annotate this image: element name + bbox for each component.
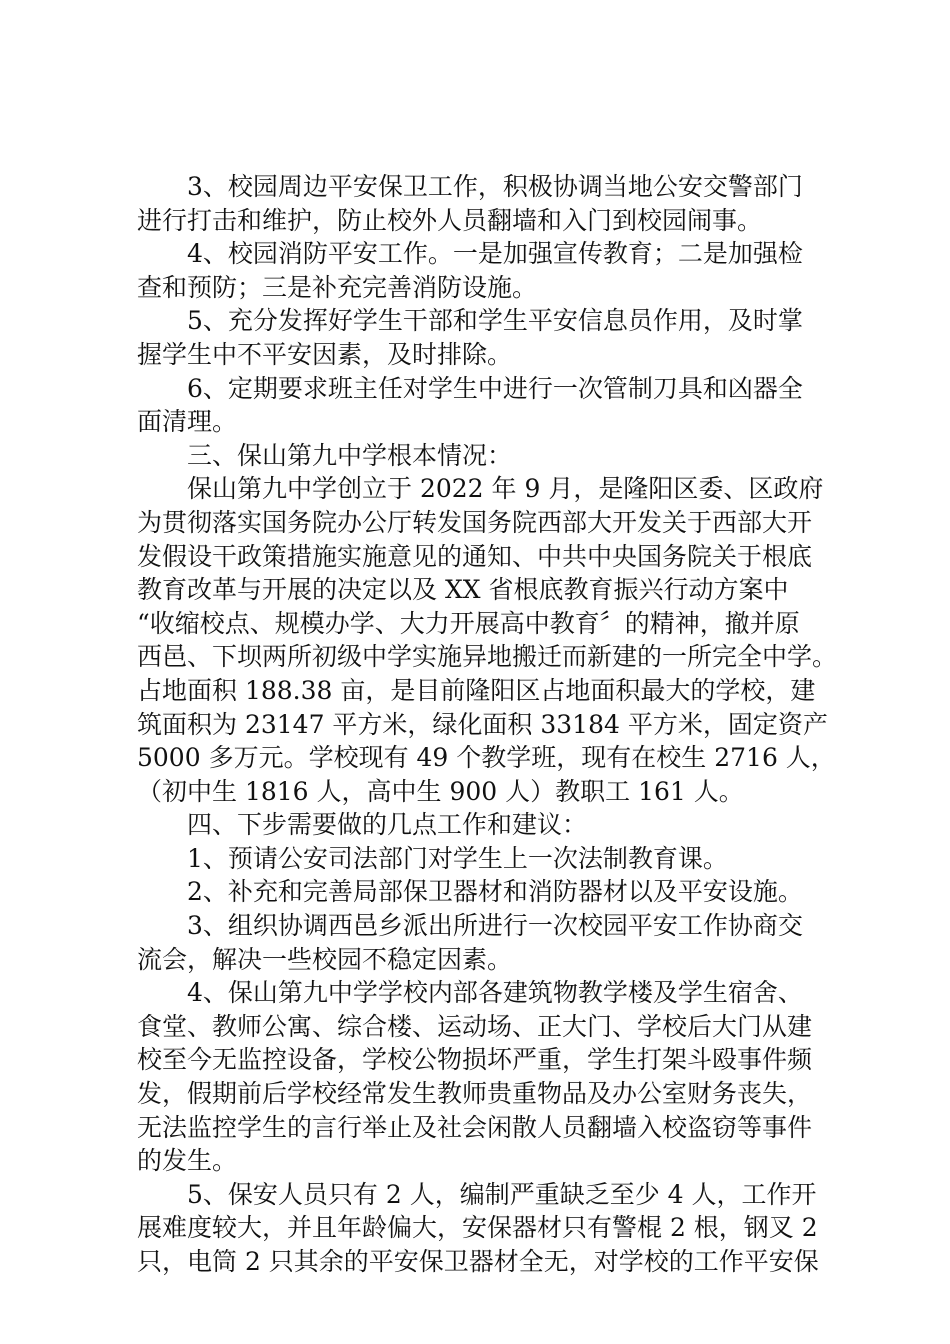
text-line: 5、保安人员只有 2 人，编制严重缺乏至少 4 人，工作开 <box>187 1179 817 1209</box>
text-line: 保山第九中学创立于 2022 年 9 月，是隆阳区委、区政府 <box>187 474 824 504</box>
text-line: 展难度较大，并且年龄偏大，安保器材只有警棍 2 根，钢叉 2 <box>137 1213 818 1243</box>
text-line: 面清理。 <box>137 407 238 437</box>
text-line: 3、组织协调西邑乡派出所进行一次校园平安工作协商交 <box>187 911 803 941</box>
section-heading: 三、保山第九中学根本情况： <box>187 440 513 470</box>
text-line: 握学生中不平安因素，及时排除。 <box>137 339 513 369</box>
text-line: 5000 多万元。学校现有 49 个教学班，现有在校生 2716 人， <box>137 743 836 773</box>
text-line: 4、保山第九中学学校内部各建筑物教学楼及学生宿舍、 <box>187 978 803 1008</box>
section-heading: 四、下步需要做的几点工作和建议： <box>187 810 588 840</box>
text-line: 无法监控学生的言行举止及社会闲散人员翻墙入校盗窃等事件 <box>137 1112 813 1142</box>
text-line: 发假设干政策措施实施意见的通知、中共中央国务院关于根底 <box>137 541 813 571</box>
text-line: “收缩校点、规模办学、大力开展高中教育〞的精神，撤并原 <box>137 608 800 638</box>
text-line: 教育改革与开展的决定以及 XX 省根底教育振兴行动方案中 <box>137 575 789 605</box>
text-line: 流会，解决一些校园不稳定因素。 <box>137 944 513 974</box>
text-line: 筑面积为 23147 平方米，绿化面积 33184 平方米，固定资产 <box>137 709 828 739</box>
text-line: 进行打击和维护，防止校外人员翻墙和入门到校园闹事。 <box>137 205 763 235</box>
text-line: （初中生 1816 人，高中生 900 人）教职工 161 人。 <box>137 776 744 806</box>
text-line: 食堂、教师公寓、综合楼、运动场、正大门、学校后大门从建 <box>137 1011 813 1041</box>
text-line: 占地面积 188.38 亩，是目前隆阳区占地面积最大的学校，建 <box>137 675 816 705</box>
text-line: 查和预防；三是补充完善消防设施。 <box>137 272 538 302</box>
document-body <box>137 170 838 1279</box>
text-line: 为贯彻落实国务院办公厅转发国务院西部大开发关于西部大开 <box>137 507 813 537</box>
text-line: 只，电筒 2 只其余的平安保卫器材全无，对学校的工作平安保 <box>137 1247 819 1276</box>
text-line: 4、校园消防平安工作。一是加强宣传教育；二是加强检 <box>187 239 803 269</box>
text-line: 6、定期要求班主任对学生中进行一次管制刀具和凶器全 <box>187 373 803 403</box>
text-line: 西邑、下坝两所初级中学实施异地搬迁而新建的一所完全中学。 <box>137 642 838 672</box>
text-line: 1、预请公安司法部门对学生上一次法制教育课。 <box>187 843 728 873</box>
text-line: 的发生。 <box>137 1146 238 1176</box>
text-line: 发，假期前后学校经常发生教师贵重物品及办公室财务丧失， <box>137 1079 813 1109</box>
text-line: 校至今无监控设备，学校公物损坏严重，学生打架斗殴事件频 <box>137 1045 813 1075</box>
text-line: 3、校园周边平安保卫工作，积极协调当地公安交警部门 <box>187 172 803 201</box>
text-line: 2、补充和完善局部保卫器材和消防器材以及平安设施。 <box>187 877 803 907</box>
text-line: 5、充分发挥好学生干部和学生平安信息员作用，及时掌 <box>187 306 803 336</box>
